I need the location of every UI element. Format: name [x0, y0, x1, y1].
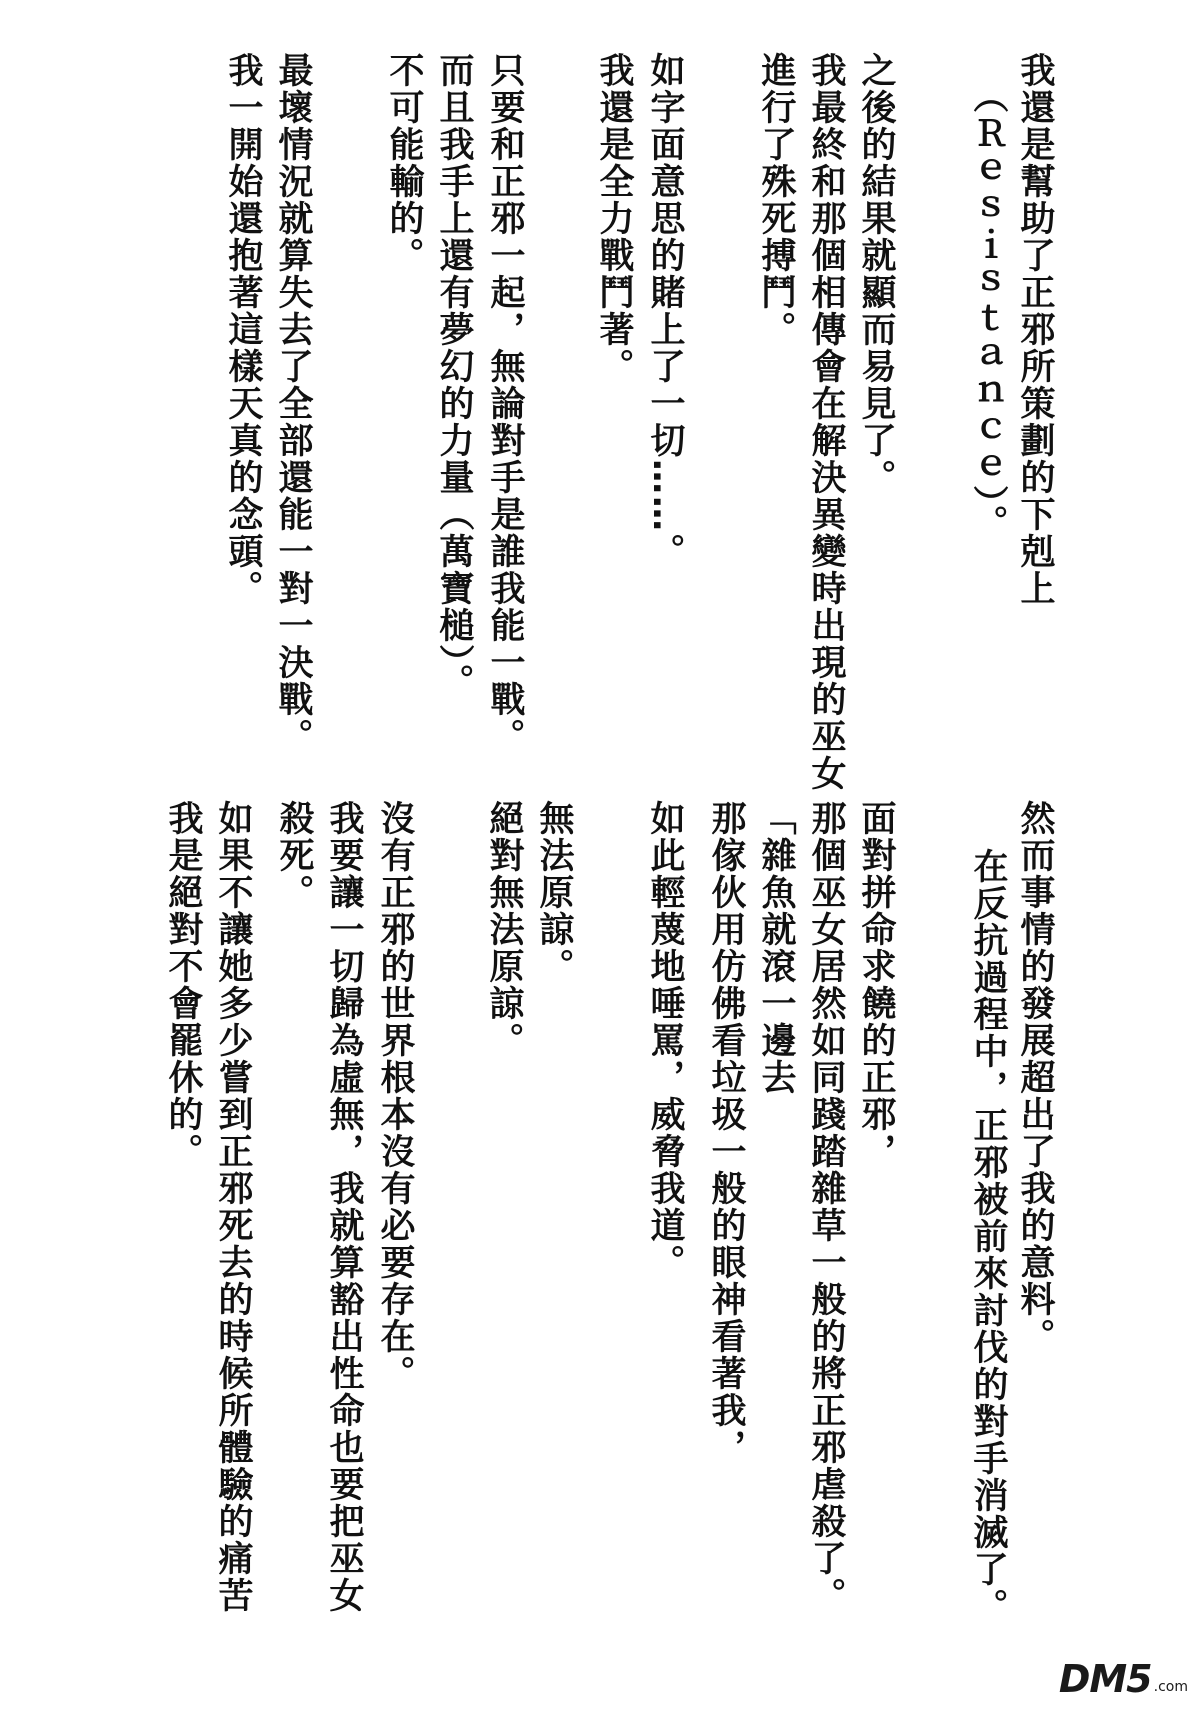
- text-line: 如字面意思的賭上了一切……。: [645, 52, 685, 570]
- text-line: 絕對無法原諒。: [484, 800, 524, 1059]
- text-line: 那個巫女居然如同踐踏雜草一般的將正邪虐殺了。: [806, 800, 846, 1614]
- text-line: 我要讓一切歸為虛無，我就算豁出性命也要把巫女: [324, 800, 364, 1614]
- text-line: 面對拼命求饒的正邪，: [856, 800, 896, 1170]
- text-line: 沒有正邪的世界根本沒有必要存在。: [375, 800, 415, 1392]
- text-line: 而且我手上還有夢幻的力量（萬寶槌）。: [434, 52, 474, 701]
- text-line: 我還是幫助了正邪所策劃的下剋上: [1015, 52, 1055, 607]
- text-line: 最壞情況就算失去了全部還能一對一決戰。: [273, 52, 313, 755]
- watermark-sub: .com: [1153, 1679, 1188, 1695]
- text-line: 殺死。: [274, 800, 314, 911]
- text-line: 只要和正邪一起，無論對手是誰我能一戰。: [485, 52, 525, 755]
- text-line: 我還是全力戰鬥著。: [594, 52, 634, 385]
- text-line: 無法原諒。: [534, 800, 574, 985]
- text-line: 之後的結果就顯而易見了。: [856, 52, 896, 496]
- text-line: 我是絕對不會罷休的。: [163, 800, 203, 1170]
- text-line: 然而事情的發展超出了我的意料。: [1015, 800, 1055, 1355]
- text-line: 在反抗過程中，正邪被前來討伐的對手消滅了。: [968, 848, 1008, 1625]
- text-line: 我一開始還抱著這樣天真的念頭。: [223, 52, 263, 607]
- text-line: 那傢伙用仿佛看垃圾一般的眼神看著我，: [706, 800, 746, 1466]
- text-line: （Ｒｅｓｉｓｔａｎｃｅ）。: [968, 78, 1008, 542]
- dm5-watermark-logo: [1059, 1657, 1188, 1701]
- text-line: 如果不讓她多少嘗到正邪死去的時候所體驗的痛苦: [213, 800, 253, 1614]
- text-line: 不可能輸的。: [384, 52, 424, 274]
- text-line: 「雜魚就滾一邊去: [756, 800, 796, 1096]
- text-line: 如此輕蔑地唾罵，威脅我道。: [645, 800, 685, 1281]
- watermark-main: DM5: [1058, 1657, 1152, 1701]
- text-line: 我最終和那個相傳會在解決異變時出現的巫女: [806, 52, 846, 792]
- text-line: 進行了殊死搏鬥。: [756, 52, 796, 348]
